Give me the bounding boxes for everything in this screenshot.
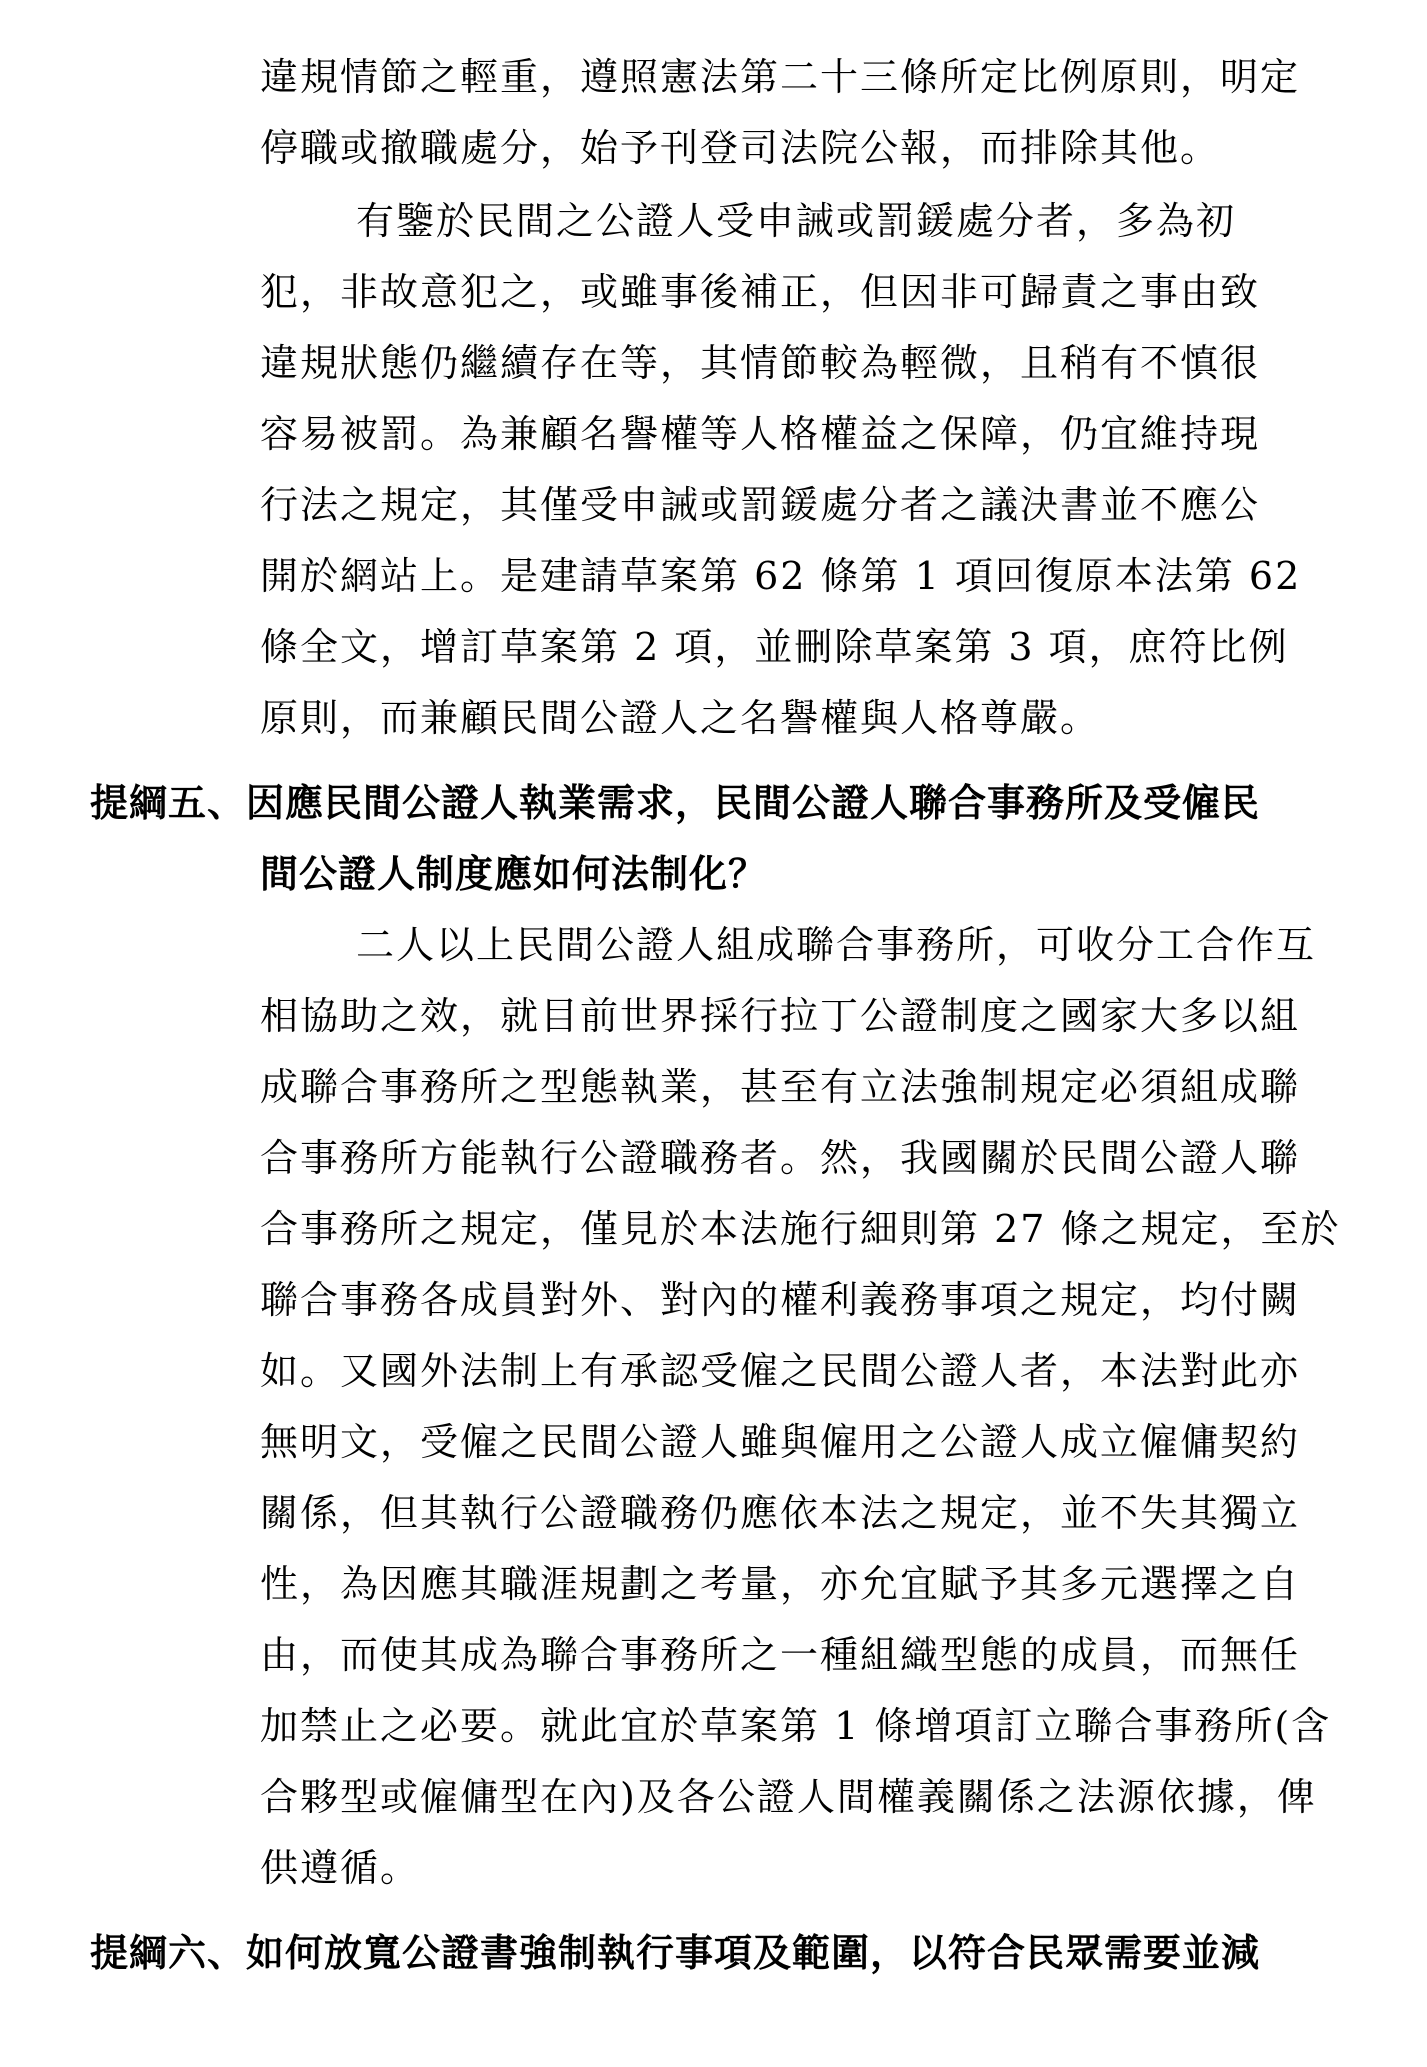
text-line: 供遵循。 — [260, 1846, 421, 1890]
paragraph-joint-office — [260, 910, 1350, 1904]
text-line: 性，為因應其職涯規劃之考量，亦允宜賦予其多元選擇之自 — [260, 1562, 1301, 1606]
text-line: 合事務所之規定，僅見於本法施行細則第 27 條之規定，至於 — [260, 1207, 1341, 1251]
section-heading-6 — [90, 1918, 1350, 1989]
text-line: 原則，而兼顧民間公證人之名譽權與人格尊嚴。 — [260, 696, 1101, 740]
paragraph-reputation-rights — [260, 186, 1350, 754]
text-line: 違規情節之輕重，遵照憲法第二十三條所定比例原則，明定 — [260, 55, 1301, 99]
text-line: 行法之規定，其僅受申誡或罰鍰處分者之議決書並不應公 — [260, 483, 1261, 527]
text-line: 相協助之效，就目前世界採行拉丁公證制度之國家大多以組 — [260, 994, 1301, 1038]
text-line: 關係，但其執行公證職務仍應依本法之規定，並不失其獨立 — [260, 1491, 1301, 1535]
heading-line: 提綱五、因應民間公證人執業需求，民間公證人聯合事務所及受僱民 — [90, 781, 1261, 825]
text-line: 合事務所方能執行公證職務者。然，我國關於民間公證人聯 — [260, 1136, 1301, 1180]
text-line: 由，而使其成為聯合事務所之一種組織型態的成員，而無任 — [260, 1633, 1301, 1677]
section-heading-5 — [90, 768, 1350, 910]
text-line: 開於網站上。是建請草案第 62 條第 1 項回復原本法第 62 — [260, 554, 1302, 598]
heading-line: 提綱六、如何放寬公證書強制執行事項及範圍，以符合民眾需要並減 — [90, 1931, 1261, 1975]
text-line: 停職或撤職處分，始予刊登司法院公報，而排除其他。 — [260, 126, 1221, 170]
text-line: 違規狀態仍繼續存在等，其情節較為輕微，且稍有不慎很 — [260, 341, 1261, 385]
text-line: 加禁止之必要。就此宜於草案第 1 條增項訂立聯合事務所(含 — [260, 1704, 1332, 1748]
text-line: 容易被罰。為兼顧名譽權等人格權益之保障，仍宜維持現 — [260, 412, 1261, 456]
text-line: 無明文，受僱之民間公證人雖與僱用之公證人成立僱傭契約 — [260, 1420, 1301, 1464]
text-line: 二人以上民間公證人組成聯合事務所，可收分工合作互 — [356, 923, 1317, 967]
text-line: 成聯合事務所之型態執業，甚至有立法強制規定必須組成聯 — [260, 1065, 1301, 1109]
text-line: 如。又國外法制上有承認受僱之民間公證人者，本法對此亦 — [260, 1349, 1301, 1393]
text-line: 合夥型或僱傭型在內)及各公證人間權義關係之法源依據，俾 — [260, 1775, 1317, 1819]
text-line: 聯合事務各成員對外、對內的權利義務事項之規定，均付闕 — [260, 1278, 1301, 1322]
paragraph-continuation — [260, 42, 1350, 184]
text-line: 有鑒於民間之公證人受申誡或罰鍰處分者，多為初 — [356, 199, 1237, 243]
text-line: 犯，非故意犯之，或雖事後補正，但因非可歸責之事由致 — [260, 270, 1261, 314]
heading-line: 間公證人制度應如何法制化？ — [260, 852, 768, 896]
text-line: 條全文，增訂草案第 2 項，並刪除草案第 3 項，庶符比例 — [260, 625, 1289, 669]
